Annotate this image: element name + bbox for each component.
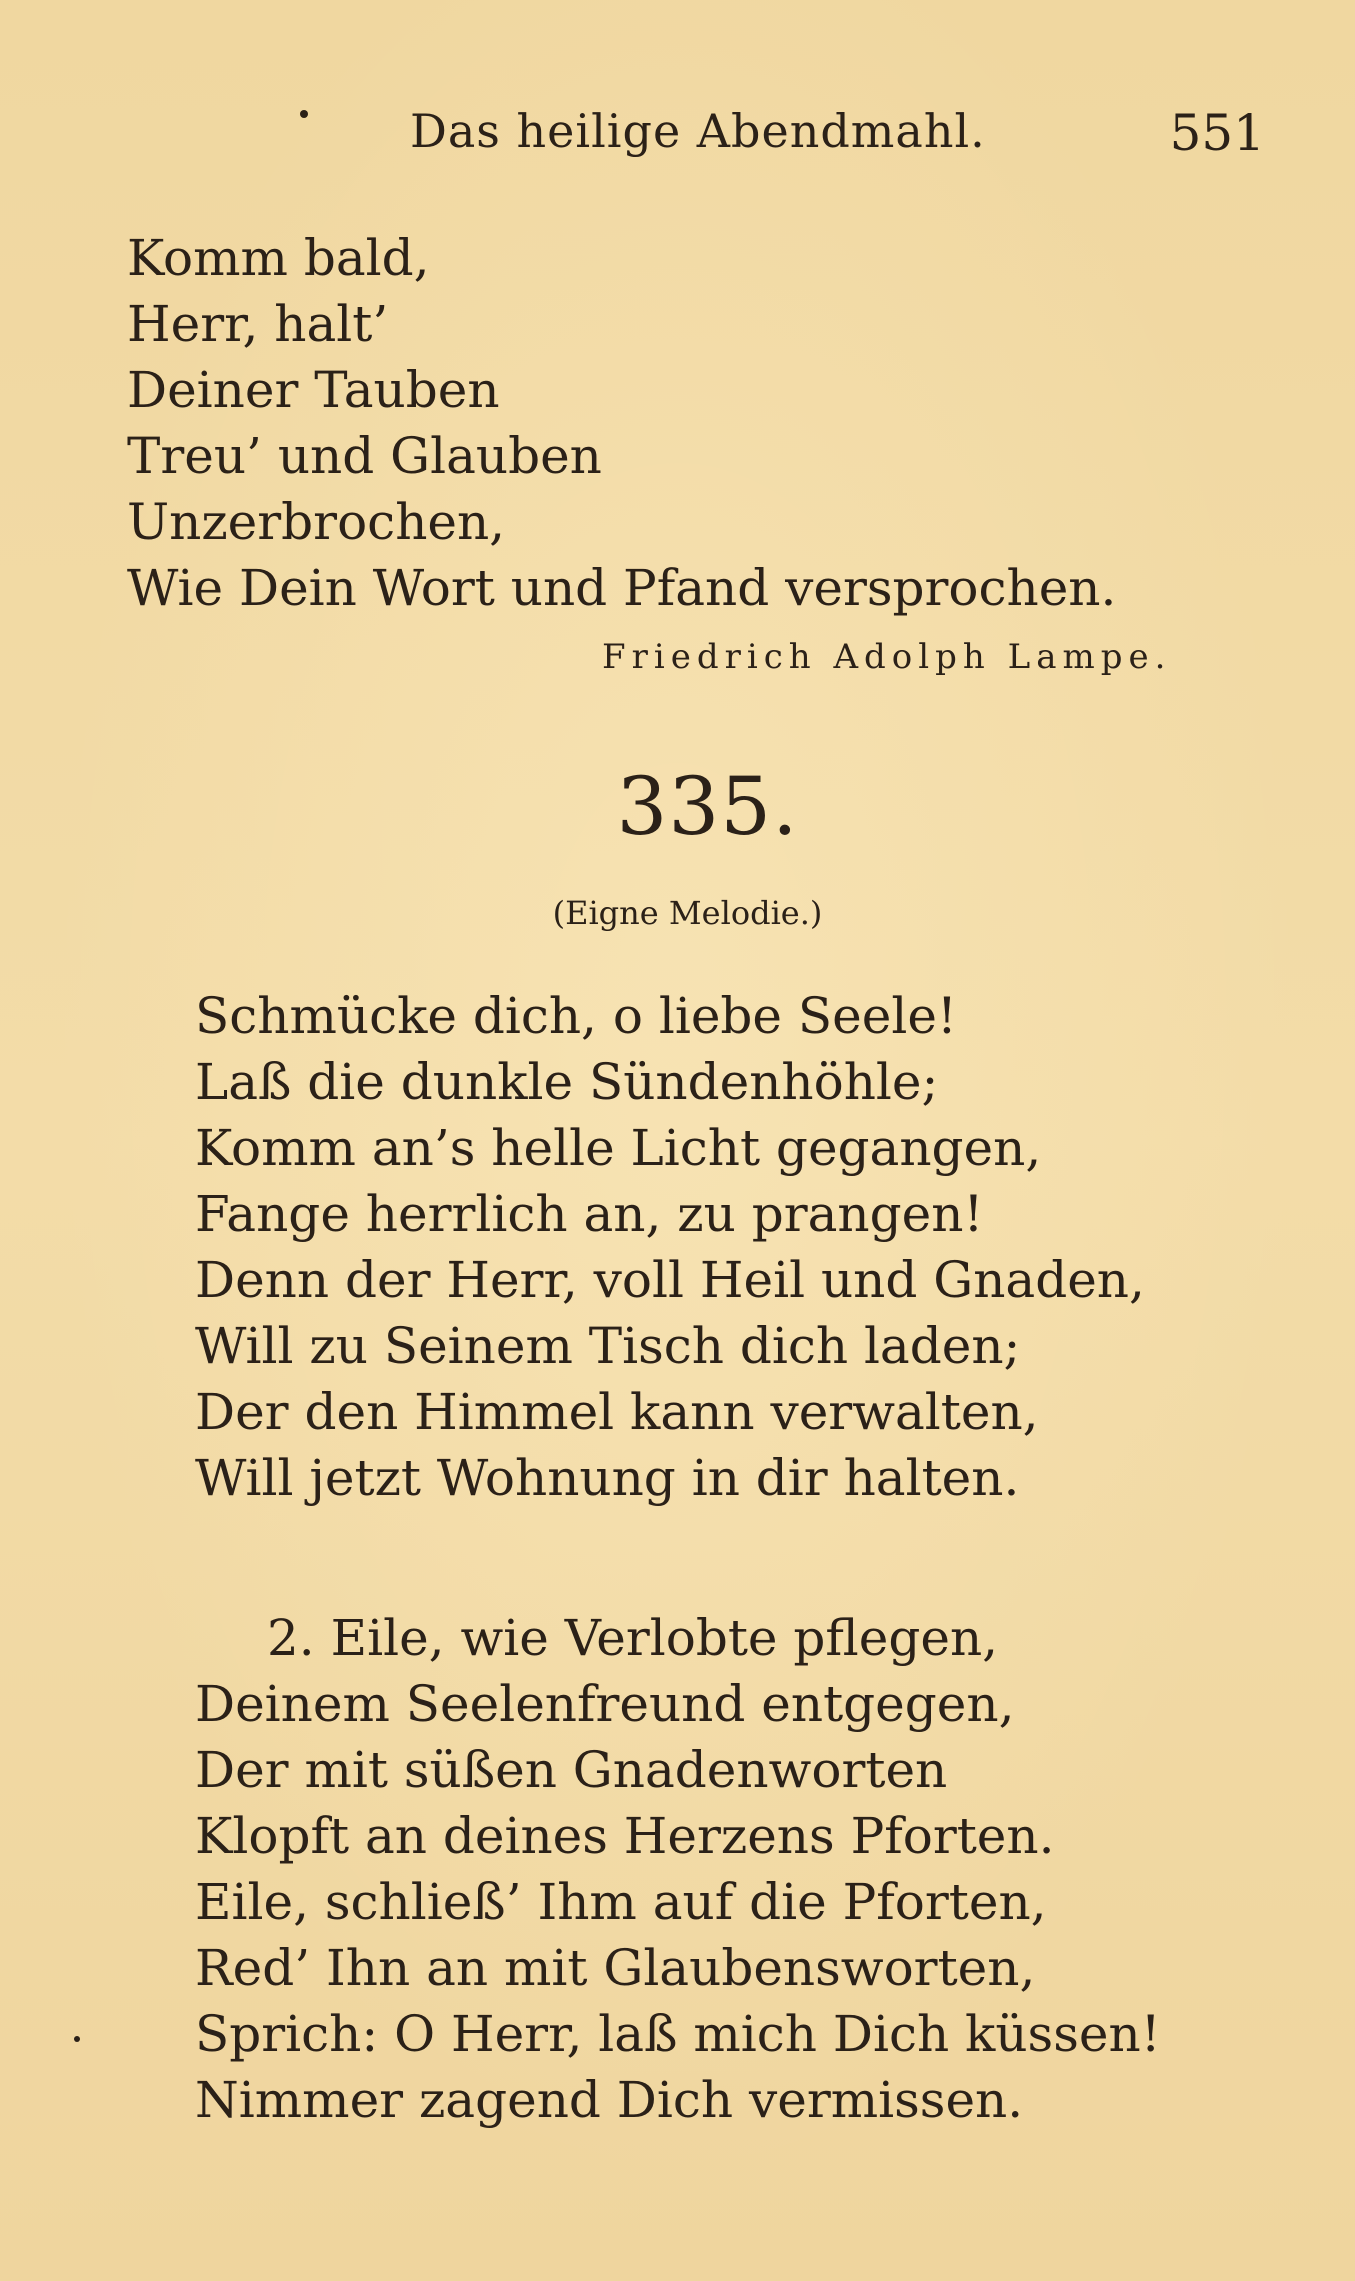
verse-line: Treu’ und Glauben bbox=[127, 427, 602, 485]
author-attribution: Friedrich Adolph Lampe. bbox=[602, 637, 1172, 677]
verse-line: Komm an’s helle Licht gegangen, bbox=[195, 1119, 1042, 1177]
verse-line: Der mit süßen Gnadenworten bbox=[195, 1741, 948, 1799]
verse-line: Sprich: O Herr, laß mich Dich küssen! bbox=[195, 2005, 1161, 2063]
verse-line: Denn der Herr, voll Heil und Gnaden, bbox=[195, 1251, 1145, 1309]
verse-line: Eile, schließ’ Ihm auf die Pforten, bbox=[195, 1873, 1047, 1931]
melody-note: (Eigne Melodie.) bbox=[552, 894, 823, 932]
verse-line: Herr, halt’ bbox=[127, 295, 389, 353]
verse-line: Deinem Seelenfreund entgegen, bbox=[195, 1675, 1015, 1733]
verse-line: Fange herrlich an, zu prangen! bbox=[195, 1185, 984, 1243]
previous-hymn-ending bbox=[127, 225, 1116, 621]
verse-line: Schmücke dich, o liebe Seele! bbox=[195, 987, 958, 1045]
hymn-number: 335. bbox=[616, 760, 799, 853]
verse-line: Deiner Tauben bbox=[127, 361, 500, 419]
verse-line: Red’ Ihn an mit Glaubensworten, bbox=[195, 1939, 1036, 1997]
verse-line: Will jetzt Wohnung in dir halten. bbox=[195, 1449, 1020, 1507]
ink-dot-mark bbox=[74, 2036, 80, 2042]
page-number: 551 bbox=[1169, 104, 1265, 162]
verse-line: 2. Eile, wie Verlobte pflegen, bbox=[267, 1609, 999, 1667]
stanza-2 bbox=[195, 1605, 1161, 2133]
verse-line: Der den Himmel kann verwalten, bbox=[195, 1383, 1039, 1441]
verse-line: Komm bald, bbox=[127, 229, 430, 287]
ink-dot-mark bbox=[300, 110, 308, 118]
verse-line: Klopft an deines Herzens Pforten. bbox=[195, 1807, 1055, 1865]
running-title: Das heilige Abendmahl. bbox=[410, 104, 986, 158]
verse-line: Nimmer zagend Dich vermissen. bbox=[195, 2071, 1024, 2129]
verse-line: Laß die dunkle Sündenhöhle; bbox=[195, 1053, 939, 1111]
verse-line: Wie Dein Wort und Pfand versprochen. bbox=[127, 559, 1117, 617]
verse-line: Will zu Seinem Tisch dich laden; bbox=[195, 1317, 1021, 1375]
verse-line: Unzerbrochen, bbox=[127, 493, 506, 551]
stanza-1 bbox=[195, 983, 1145, 1511]
